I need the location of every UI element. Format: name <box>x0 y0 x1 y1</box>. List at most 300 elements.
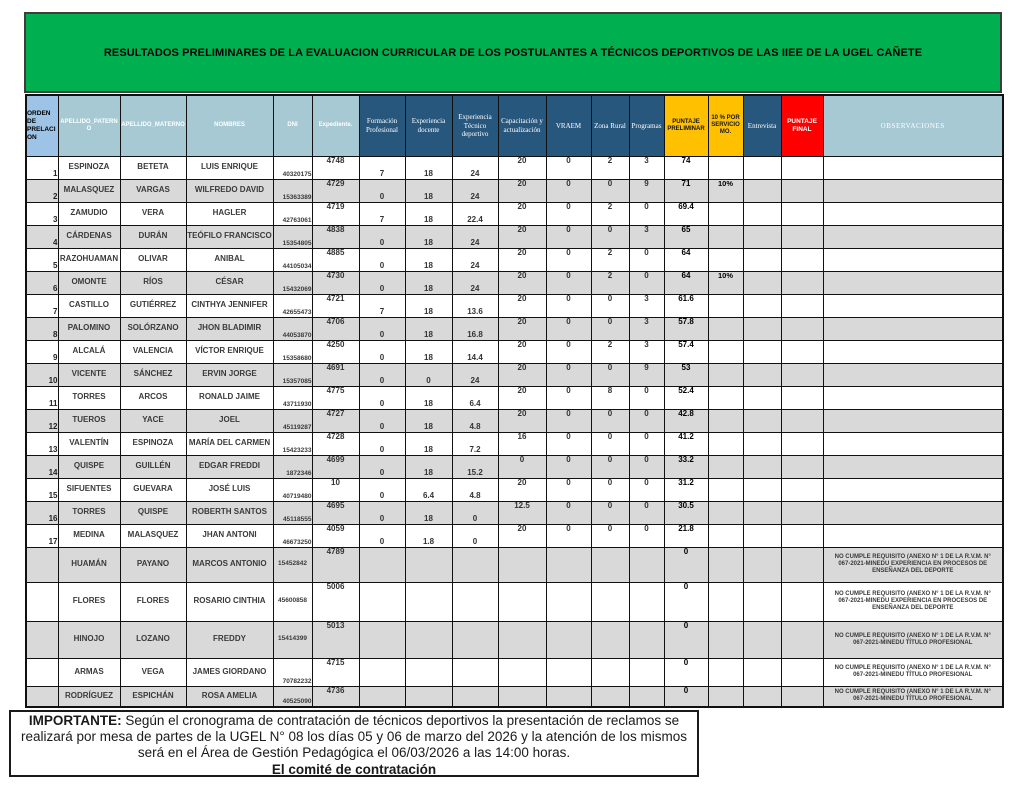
table-row <box>26 547 1003 582</box>
cell-observaciones <box>823 386 1003 409</box>
observacion-text: NO CUMPLE REQUISITO (ANEXO N° 1 DE LA R.V.M. N° 067-2021-MINEDU TÍTULO PROFESIONAL <box>834 689 991 703</box>
cell-dni: 1872346 <box>273 455 312 478</box>
cell-dni: 45600858 <box>273 582 312 621</box>
cell-diez-por-servicio <box>708 455 743 478</box>
cell-puntaje-preliminar: 30.5 <box>664 501 708 524</box>
cell-entrevista <box>743 455 781 478</box>
cell-expediente: 5006 <box>312 582 359 621</box>
cell-expediente: 10 <box>312 478 359 501</box>
cell-programas: 9 <box>629 363 664 386</box>
cell-programas: 0 <box>629 248 664 271</box>
cell-zona-rural <box>591 658 629 686</box>
cell-puntaje-preliminar: 65 <box>664 225 708 248</box>
cell-puntaje-preliminar: 57.4 <box>664 340 708 363</box>
cell-expediente: 4838 <box>312 225 359 248</box>
cell-orden-de-prelacion <box>26 582 58 621</box>
cell-puntaje-preliminar: 0 <box>664 547 708 582</box>
cell-experiencia-tecnico-deportivo: 24 <box>452 363 498 386</box>
cell-experiencia-tecnico-deportivo <box>452 621 498 658</box>
cell-expediente: 5013 <box>312 621 359 658</box>
cell-apellido-paterno: PALOMINO <box>58 317 120 340</box>
header-puntaje-final: PUNTAJE FINAL <box>781 95 823 156</box>
cell-zona-rural: 0 <box>591 524 629 547</box>
results-table-body <box>26 156 1003 707</box>
cell-orden-de-prelacion: 16 <box>26 501 58 524</box>
cell-puntaje-final <box>781 363 823 386</box>
cell-orden-de-prelacion <box>26 686 58 707</box>
cell-expediente: 4727 <box>312 409 359 432</box>
cell-experiencia-tecnico-deportivo: 0 <box>452 501 498 524</box>
cell-dni: 15354805 <box>273 225 312 248</box>
cell-experiencia-docente: 18 <box>405 340 452 363</box>
cell-puntaje-preliminar: 52.4 <box>664 386 708 409</box>
cell-orden-de-prelacion: 9 <box>26 340 58 363</box>
cell-puntaje-preliminar: 61.6 <box>664 294 708 317</box>
cell-programas: 9 <box>629 179 664 202</box>
cell-programas: 0 <box>629 432 664 455</box>
cell-capacitacion-actualizacion: 20 <box>498 294 546 317</box>
cell-dni: 40719480 <box>273 478 312 501</box>
cell-nombres: JOSÉ LUIS <box>186 478 273 501</box>
table-row <box>26 478 1003 501</box>
cell-puntaje-preliminar: 53 <box>664 363 708 386</box>
cell-zona-rural: 0 <box>591 455 629 478</box>
cell-diez-por-servicio <box>708 363 743 386</box>
cell-orden-de-prelacion: 7 <box>26 294 58 317</box>
cell-apellido-paterno: QUISPE <box>58 455 120 478</box>
cell-dni: 40525090 <box>273 686 312 707</box>
cell-formacion-profesional: 0 <box>359 478 405 501</box>
cell-apellido-paterno: HUAMÁN <box>58 547 120 582</box>
cell-expediente: 4728 <box>312 432 359 455</box>
cell-diez-por-servicio <box>708 294 743 317</box>
cell-apellido-paterno: CÁRDENAS <box>58 225 120 248</box>
cell-expediente: 4729 <box>312 179 359 202</box>
cell-puntaje-final <box>781 432 823 455</box>
results-table <box>25 94 1004 708</box>
cell-entrevista <box>743 386 781 409</box>
header-entrevista: Entrevista <box>743 95 781 156</box>
cell-experiencia-tecnico-deportivo: 24 <box>452 271 498 294</box>
cell-capacitacion-actualizacion: 20 <box>498 225 546 248</box>
table-row <box>26 156 1003 179</box>
cell-capacitacion-actualizacion: 12.5 <box>498 501 546 524</box>
cell-formacion-profesional: 7 <box>359 156 405 179</box>
cell-nombres: ERVIN JORGE <box>186 363 273 386</box>
cell-puntaje-final <box>781 317 823 340</box>
table-row <box>26 686 1003 707</box>
cell-nombres: JOEL <box>186 409 273 432</box>
cell-experiencia-tecnico-deportivo: 16.8 <box>452 317 498 340</box>
cell-entrevista <box>743 156 781 179</box>
cell-formacion-profesional: 0 <box>359 179 405 202</box>
title-banner <box>24 12 1002 93</box>
cell-entrevista <box>743 524 781 547</box>
cell-experiencia-docente: 18 <box>405 386 452 409</box>
cell-vraem <box>546 621 591 658</box>
cell-diez-por-servicio <box>708 386 743 409</box>
cell-programas <box>629 686 664 707</box>
cell-nombres: MARÍA DEL CARMEN <box>186 432 273 455</box>
cell-formacion-profesional: 0 <box>359 432 405 455</box>
header-nombres: NOMBRES <box>186 95 273 156</box>
cell-nombres: ANIBAL <box>186 248 273 271</box>
cell-apellido-materno: YACE <box>120 409 186 432</box>
cell-puntaje-final <box>781 686 823 707</box>
header-vraem: VRAEM <box>546 95 591 156</box>
cell-formacion-profesional: 0 <box>359 317 405 340</box>
cell-puntaje-preliminar: 0 <box>664 582 708 621</box>
cell-zona-rural: 2 <box>591 340 629 363</box>
table-row <box>26 455 1003 478</box>
cell-entrevista <box>743 179 781 202</box>
cell-diez-por-servicio <box>708 621 743 658</box>
cell-observaciones <box>823 582 1003 621</box>
cell-nombres: JHON BLADIMIR <box>186 317 273 340</box>
cell-nombres: CINTHYA JENNIFER <box>186 294 273 317</box>
cell-experiencia-docente: 18 <box>405 317 452 340</box>
cell-capacitacion-actualizacion: 20 <box>498 156 546 179</box>
table-row <box>26 202 1003 225</box>
cell-puntaje-final <box>781 386 823 409</box>
cell-observaciones <box>823 225 1003 248</box>
cell-zona-rural: 0 <box>591 317 629 340</box>
cell-capacitacion-actualizacion: 20 <box>498 317 546 340</box>
cell-observaciones <box>823 524 1003 547</box>
cell-apellido-materno: ARCOS <box>120 386 186 409</box>
cell-apellido-materno: VERA <box>120 202 186 225</box>
cell-capacitacion-actualizacion: 20 <box>498 179 546 202</box>
cell-puntaje-preliminar: 21.8 <box>664 524 708 547</box>
cell-diez-por-servicio: 10% <box>708 179 743 202</box>
cell-dni: 15452842 <box>273 547 312 582</box>
cell-dni: 42763061 <box>273 202 312 225</box>
table-row <box>26 225 1003 248</box>
page-title: RESULTADOS PRELIMINARES DE LA EVALUACION CURRICULAR DE LOS POSTULANTES A TÉCNICOS DEPORTIVOS DE LAS IIEE DE LA UGEL CAÑETE <box>103 46 923 59</box>
cell-programas: 0 <box>629 524 664 547</box>
cell-diez-por-servicio <box>708 501 743 524</box>
cell-experiencia-docente: 18 <box>405 294 452 317</box>
cell-observaciones <box>823 409 1003 432</box>
cell-programas: 3 <box>629 294 664 317</box>
cell-apellido-paterno: RAZOHUAMAN <box>58 248 120 271</box>
cell-vraem: 0 <box>546 156 591 179</box>
cell-apellido-materno: SÁNCHEZ <box>120 363 186 386</box>
cell-puntaje-preliminar: 31.2 <box>664 478 708 501</box>
cell-puntaje-preliminar: 33.2 <box>664 455 708 478</box>
cell-expediente: 4691 <box>312 363 359 386</box>
cell-apellido-paterno: TORRES <box>58 386 120 409</box>
cell-vraem <box>546 686 591 707</box>
cell-dni: 15358680 <box>273 340 312 363</box>
cell-entrevista <box>743 658 781 686</box>
cell-formacion-profesional <box>359 621 405 658</box>
cell-capacitacion-actualizacion: 20 <box>498 478 546 501</box>
cell-formacion-profesional: 7 <box>359 202 405 225</box>
cell-puntaje-final <box>781 271 823 294</box>
cell-puntaje-final <box>781 455 823 478</box>
cell-nombres: RONALD JAIME <box>186 386 273 409</box>
cell-nombres: LUIS ENRIQUE <box>186 156 273 179</box>
header-formacion-profesional: Formación Profesional <box>359 95 405 156</box>
cell-programas: 0 <box>629 478 664 501</box>
cell-zona-rural: 2 <box>591 271 629 294</box>
cell-puntaje-final <box>781 524 823 547</box>
cell-nombres: TEÓFILO FRANCISCO <box>186 225 273 248</box>
cell-capacitacion-actualizacion <box>498 582 546 621</box>
cell-apellido-materno: PAYANO <box>120 547 186 582</box>
cell-apellido-materno: GUILLÉN <box>120 455 186 478</box>
cell-apellido-materno: OLIVAR <box>120 248 186 271</box>
cell-experiencia-docente <box>405 547 452 582</box>
cell-apellido-paterno: TORRES <box>58 501 120 524</box>
cell-apellido-paterno: ALCALÁ <box>58 340 120 363</box>
cell-expediente: 4250 <box>312 340 359 363</box>
cell-observaciones <box>823 455 1003 478</box>
cell-dni: 44053870 <box>273 317 312 340</box>
cell-expediente: 4748 <box>312 156 359 179</box>
cell-dni: 45119287 <box>273 409 312 432</box>
cell-vraem: 0 <box>546 317 591 340</box>
header-zona-rural: Zona Rural <box>591 95 629 156</box>
cell-formacion-profesional: 0 <box>359 524 405 547</box>
cell-nombres: CÉSAR <box>186 271 273 294</box>
cell-vraem: 0 <box>546 478 591 501</box>
cell-zona-rural: 2 <box>591 248 629 271</box>
cell-formacion-profesional: 0 <box>359 271 405 294</box>
cell-apellido-materno: GUTIÉRREZ <box>120 294 186 317</box>
cell-experiencia-docente: 18 <box>405 409 452 432</box>
header-apellido-materno: APELLIDO_MATERNO <box>120 95 186 156</box>
cell-capacitacion-actualizacion: 20 <box>498 363 546 386</box>
cell-expediente: 4885 <box>312 248 359 271</box>
observacion-text: NO CUMPLE REQUISITO (ANEXO N° 1 DE LA R.V.M. N° 067-2021-MINEDU EXPERIENCIA EN PROCESOS DE ENSEÑANZA DEL DEPORTE <box>834 591 991 611</box>
cell-puntaje-preliminar: 71 <box>664 179 708 202</box>
cell-programas: 0 <box>629 271 664 294</box>
cell-expediente: 4715 <box>312 658 359 686</box>
header-experiencia-docente: Experiencia docente <box>405 95 452 156</box>
cell-dni: 42655473 <box>273 294 312 317</box>
important-label: IMPORTANTE: <box>28 713 122 728</box>
committee-signature: El comité de contratación <box>271 761 437 777</box>
cell-puntaje-final <box>781 179 823 202</box>
cell-vraem: 0 <box>546 271 591 294</box>
cell-apellido-paterno: MALASQUEZ <box>58 179 120 202</box>
cell-apellido-materno: GUEVARA <box>120 478 186 501</box>
cell-expediente: 4721 <box>312 294 359 317</box>
cell-expediente: 4059 <box>312 524 359 547</box>
cell-zona-rural: 0 <box>591 179 629 202</box>
cell-vraem: 0 <box>546 409 591 432</box>
header-apellido-paterno: APELLIDO_PATERNO <box>58 95 120 156</box>
header-programas: Programas <box>629 95 664 156</box>
cell-vraem <box>546 582 591 621</box>
cell-zona-rural <box>591 582 629 621</box>
cell-capacitacion-actualizacion: 20 <box>498 524 546 547</box>
header-orden-de-prelacion: ORDEN DE PRELACION <box>26 95 58 156</box>
cell-formacion-profesional: 0 <box>359 248 405 271</box>
cell-programas: 3 <box>629 156 664 179</box>
cell-experiencia-docente: 18 <box>405 202 452 225</box>
cell-capacitacion-actualizacion: 20 <box>498 409 546 432</box>
table-row <box>26 524 1003 547</box>
cell-expediente: 4699 <box>312 455 359 478</box>
cell-observaciones <box>823 621 1003 658</box>
cell-experiencia-docente: 0 <box>405 363 452 386</box>
header-experiencia-tecnico-deportivo: Experiencia Técnico deportivo <box>452 95 498 156</box>
cell-zona-rural: 0 <box>591 294 629 317</box>
cell-vraem: 0 <box>546 501 591 524</box>
table-row <box>26 294 1003 317</box>
cell-orden-de-prelacion: 17 <box>26 524 58 547</box>
cell-expediente: 4775 <box>312 386 359 409</box>
cell-experiencia-tecnico-deportivo: 13.6 <box>452 294 498 317</box>
cell-diez-por-servicio <box>708 524 743 547</box>
cell-experiencia-tecnico-deportivo: 0 <box>452 524 498 547</box>
cell-orden-de-prelacion: 15 <box>26 478 58 501</box>
results-table-header <box>26 95 1003 156</box>
cell-experiencia-docente <box>405 658 452 686</box>
cell-puntaje-preliminar: 41.2 <box>664 432 708 455</box>
cell-orden-de-prelacion: 11 <box>26 386 58 409</box>
cell-observaciones <box>823 156 1003 179</box>
cell-apellido-paterno: VICENTE <box>58 363 120 386</box>
cell-apellido-materno: MALASQUEZ <box>120 524 186 547</box>
cell-programas <box>629 547 664 582</box>
cell-apellido-materno: VALENCIA <box>120 340 186 363</box>
cell-vraem: 0 <box>546 386 591 409</box>
cell-experiencia-docente <box>405 582 452 621</box>
cell-formacion-profesional: 0 <box>359 386 405 409</box>
observacion-text: NO CUMPLE REQUISITO (ANEXO N° 1 DE LA R.V.M. N° 067-2021-MINEDU TÍTULO PROFESIONAL <box>834 665 991 678</box>
table-row <box>26 363 1003 386</box>
table-row <box>26 340 1003 363</box>
cell-experiencia-docente: 18 <box>405 248 452 271</box>
cell-nombres: ROSARIO CINTHIA <box>186 582 273 621</box>
cell-dni: 43711930 <box>273 386 312 409</box>
cell-puntaje-final <box>781 202 823 225</box>
cell-capacitacion-actualizacion <box>498 658 546 686</box>
cell-observaciones <box>823 363 1003 386</box>
cell-diez-por-servicio <box>708 547 743 582</box>
cell-formacion-profesional <box>359 658 405 686</box>
cell-nombres: ROBERTH SANTOS <box>186 501 273 524</box>
cell-zona-rural: 2 <box>591 202 629 225</box>
cell-formacion-profesional: 0 <box>359 363 405 386</box>
cell-zona-rural <box>591 686 629 707</box>
cell-observaciones <box>823 294 1003 317</box>
cell-experiencia-docente: 1.8 <box>405 524 452 547</box>
cell-formacion-profesional <box>359 582 405 621</box>
cell-puntaje-preliminar: 74 <box>664 156 708 179</box>
cell-programas: 0 <box>629 202 664 225</box>
cell-zona-rural <box>591 547 629 582</box>
cell-puntaje-preliminar: 57.8 <box>664 317 708 340</box>
cell-diez-por-servicio <box>708 340 743 363</box>
cell-capacitacion-actualizacion <box>498 686 546 707</box>
cell-vraem: 0 <box>546 340 591 363</box>
cell-orden-de-prelacion: 13 <box>26 432 58 455</box>
cell-apellido-paterno: ESPINOZA <box>58 156 120 179</box>
observacion-text: NO CUMPLE REQUISITO (ANEXO N° 1 DE LA R.V.M. N° 067-2021-MINEDU EXPERIENCIA EN PROCESOS DE ENSEÑANZA DEL DEPORTE <box>834 554 991 574</box>
cell-puntaje-preliminar: 42.8 <box>664 409 708 432</box>
header-diez-por-servicio: 10 % POR SERVICIO MO. <box>708 95 743 156</box>
cell-entrevista <box>743 340 781 363</box>
cell-capacitacion-actualizacion: 20 <box>498 386 546 409</box>
cell-orden-de-prelacion <box>26 658 58 686</box>
cell-orden-de-prelacion: 8 <box>26 317 58 340</box>
cell-expediente: 4706 <box>312 317 359 340</box>
cell-programas <box>629 658 664 686</box>
cell-experiencia-docente <box>405 621 452 658</box>
cell-entrevista <box>743 225 781 248</box>
cell-apellido-materno: VARGAS <box>120 179 186 202</box>
cell-entrevista <box>743 248 781 271</box>
table-row <box>26 409 1003 432</box>
cell-vraem: 0 <box>546 179 591 202</box>
cell-experiencia-tecnico-deportivo: 24 <box>452 156 498 179</box>
cell-orden-de-prelacion: 6 <box>26 271 58 294</box>
table-row <box>26 386 1003 409</box>
cell-puntaje-final <box>781 658 823 686</box>
cell-vraem: 0 <box>546 225 591 248</box>
cell-zona-rural <box>591 621 629 658</box>
cell-experiencia-tecnico-deportivo: 22.4 <box>452 202 498 225</box>
cell-orden-de-prelacion: 1 <box>26 156 58 179</box>
cell-experiencia-docente: 18 <box>405 156 452 179</box>
cell-orden-de-prelacion: 12 <box>26 409 58 432</box>
table-row <box>26 432 1003 455</box>
header-puntaje-preliminar: PUNTAJE PRELIMINAR <box>664 95 708 156</box>
cell-apellido-materno: LOZANO <box>120 621 186 658</box>
cell-zona-rural: 0 <box>591 409 629 432</box>
table-row <box>26 179 1003 202</box>
cell-experiencia-docente: 18 <box>405 455 452 478</box>
cell-zona-rural: 0 <box>591 432 629 455</box>
cell-apellido-paterno: CASTILLO <box>58 294 120 317</box>
cell-programas: 3 <box>629 317 664 340</box>
cell-vraem <box>546 658 591 686</box>
cell-capacitacion-actualizacion: 0 <box>498 455 546 478</box>
cell-programas: 0 <box>629 386 664 409</box>
cell-experiencia-docente: 18 <box>405 271 452 294</box>
header-dni: DNI <box>273 95 312 156</box>
cell-observaciones <box>823 248 1003 271</box>
cell-apellido-paterno: OMONTE <box>58 271 120 294</box>
cell-observaciones <box>823 340 1003 363</box>
cell-formacion-profesional: 0 <box>359 340 405 363</box>
cell-orden-de-prelacion: 3 <box>26 202 58 225</box>
cell-apellido-paterno: RODRÍGUEZ <box>58 686 120 707</box>
cell-programas: 3 <box>629 340 664 363</box>
important-note <box>9 710 699 777</box>
cell-entrevista <box>743 582 781 621</box>
cell-vraem: 0 <box>546 363 591 386</box>
cell-observaciones <box>823 179 1003 202</box>
cell-experiencia-tecnico-deportivo: 14.4 <box>452 340 498 363</box>
cell-apellido-materno: DURÁN <box>120 225 186 248</box>
cell-vraem: 0 <box>546 294 591 317</box>
cell-apellido-materno: ESPINOZA <box>120 432 186 455</box>
cell-experiencia-docente: 18 <box>405 179 452 202</box>
cell-observaciones <box>823 478 1003 501</box>
cell-puntaje-final <box>781 501 823 524</box>
cell-orden-de-prelacion <box>26 547 58 582</box>
table-row <box>26 582 1003 621</box>
cell-puntaje-preliminar: 69.4 <box>664 202 708 225</box>
cell-nombres: MARCOS ANTONIO <box>186 547 273 582</box>
cell-expediente: 4719 <box>312 202 359 225</box>
